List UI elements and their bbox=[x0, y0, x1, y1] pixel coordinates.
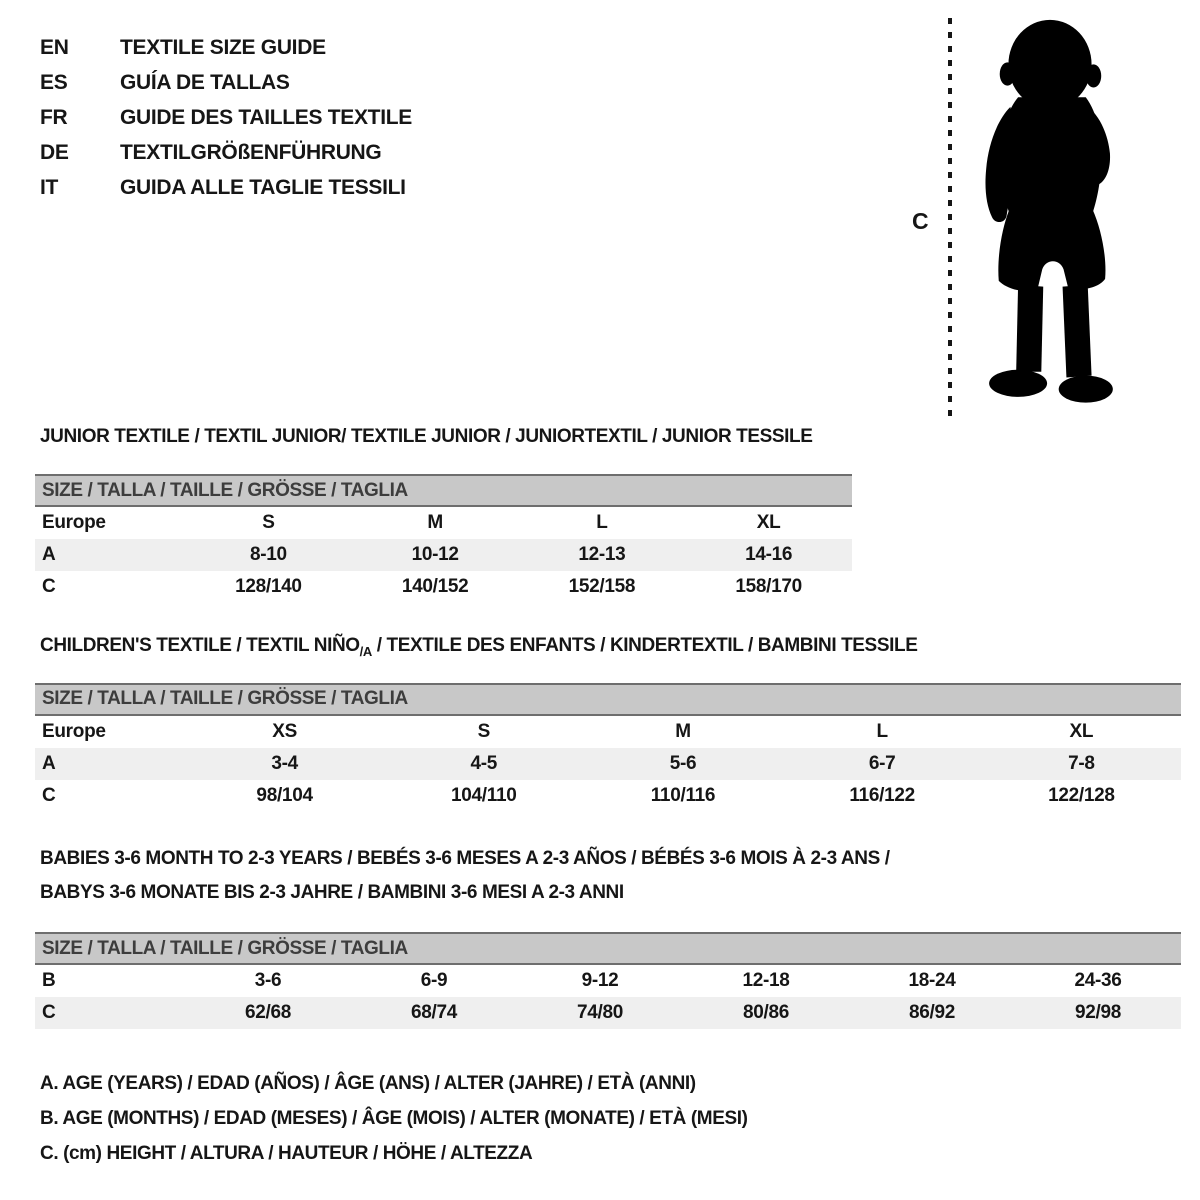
height-measure-figure bbox=[890, 8, 1180, 428]
table-cell: 8-10 bbox=[249, 544, 287, 565]
table-cell: 80/86 bbox=[742, 1002, 790, 1023]
table-cell: 140/152 bbox=[401, 576, 469, 597]
table-cell: XL bbox=[756, 512, 781, 533]
language-title: GUÍA DE TALLAS bbox=[120, 70, 290, 94]
babies-size-table bbox=[35, 965, 1181, 1029]
table-row-europe bbox=[35, 507, 852, 539]
table-cell: B bbox=[42, 970, 56, 991]
language-code: FR bbox=[40, 105, 68, 129]
size-header-label: SIZE / TALLA / TAILLE / GRÖSSE / TAGLIA bbox=[42, 937, 408, 959]
junior-size-header-bar bbox=[35, 474, 852, 507]
language-code: EN bbox=[40, 35, 69, 59]
table-cell: 12-13 bbox=[578, 544, 626, 565]
measure-c-label: C bbox=[912, 208, 929, 234]
table-cell: 9-12 bbox=[581, 970, 619, 991]
table-cell: 104/110 bbox=[451, 784, 517, 806]
table-row-height bbox=[35, 780, 1181, 812]
table-cell: 6-7 bbox=[868, 752, 896, 774]
legend-line-c: C. (cm) HEIGHT / ALTURA / HAUTEUR / HÖHE / ALTEZZA bbox=[40, 1143, 533, 1164]
language-title: TEXTILGRÖßENFÜHRUNG bbox=[120, 140, 382, 164]
table-cell: C bbox=[42, 1002, 56, 1023]
table-cell: 14-16 bbox=[745, 544, 793, 565]
table-row-months bbox=[35, 965, 1181, 997]
table-cell: M bbox=[675, 720, 691, 742]
table-cell: M bbox=[427, 512, 443, 533]
language-code: ES bbox=[40, 70, 68, 94]
table-cell: C bbox=[42, 576, 56, 597]
children-size-table bbox=[35, 716, 1181, 812]
table-cell: 110/116 bbox=[650, 784, 716, 806]
table-row-height bbox=[35, 571, 852, 603]
table-cell: 152/158 bbox=[568, 576, 636, 597]
junior-section-title: JUNIOR TEXTILE / TEXTIL JUNIOR/ TEXTILE JUNIOR / JUNIORTEXTIL / JUNIOR TESSILE bbox=[40, 426, 813, 447]
table-cell: 68/74 bbox=[410, 1002, 458, 1023]
table-cell: A bbox=[42, 752, 56, 774]
table-cell: Europe bbox=[42, 512, 106, 533]
table-cell: C bbox=[42, 784, 56, 806]
children-title-text: / TEXTILE DES ENFANTS / KINDERTEXTIL / BAMBINI TESSILE bbox=[371, 635, 918, 656]
table-cell: 12-18 bbox=[742, 970, 790, 991]
table-cell: S bbox=[477, 720, 490, 742]
dashed-measure-line-icon bbox=[946, 18, 954, 418]
junior-section bbox=[35, 426, 852, 603]
babies-size-header-bar bbox=[35, 932, 1181, 965]
table-cell: XL bbox=[1069, 720, 1094, 742]
size-header-label: SIZE / TALLA / TAILLE / GRÖSSE / TAGLIA bbox=[42, 479, 408, 501]
measurement-legend bbox=[40, 1066, 748, 1171]
language-row-en bbox=[40, 30, 412, 65]
language-row-it bbox=[40, 170, 412, 205]
table-cell: A bbox=[42, 544, 56, 565]
table-cell: 74/80 bbox=[576, 1002, 624, 1023]
babies-section bbox=[35, 842, 1181, 1029]
table-cell: 5-6 bbox=[669, 752, 697, 774]
children-section bbox=[35, 635, 1181, 812]
table-cell: 3-6 bbox=[254, 970, 282, 991]
language-title-list bbox=[40, 30, 412, 205]
language-row-de bbox=[40, 135, 412, 170]
children-size-header-bar bbox=[35, 683, 1181, 716]
legend-line-b: B. AGE (MONTHS) / EDAD (MESES) / ÂGE (MOIS) / ALTER (MONATE) / ETÀ (MESI) bbox=[40, 1108, 748, 1129]
table-cell: 92/98 bbox=[1074, 1002, 1122, 1023]
table-cell: 7-8 bbox=[1068, 752, 1095, 774]
junior-size-table bbox=[35, 507, 852, 603]
children-title-text: CHILDREN'S TEXTILE / TEXTIL NIÑO bbox=[40, 635, 360, 656]
language-row-fr bbox=[40, 100, 412, 135]
table-cell: XS bbox=[272, 720, 297, 742]
legend-line-a: A. AGE (YEARS) / EDAD (AÑOS) / ÂGE (ANS) / ALTER (JAHRE) / ETÀ (ANNI) bbox=[40, 1073, 696, 1094]
table-cell: 86/92 bbox=[908, 1002, 956, 1023]
table-cell: 24-36 bbox=[1074, 970, 1122, 991]
table-cell: 122/128 bbox=[1048, 784, 1115, 806]
table-cell: 6-9 bbox=[420, 970, 448, 991]
language-title: GUIDA ALLE TAGLIE TESSILI bbox=[120, 175, 406, 199]
table-cell: L bbox=[596, 512, 608, 533]
table-cell: 128/140 bbox=[235, 576, 302, 597]
table-cell: 10-12 bbox=[411, 544, 459, 565]
table-cell: 3-4 bbox=[271, 752, 298, 774]
language-title: GUIDE DES TAILLES TEXTILE bbox=[120, 105, 412, 129]
babies-section-title-line1: BABIES 3-6 MONTH TO 2-3 YEARS / BEBÉS 3-6 MESES A 2-3 AÑOS / BÉBÉS 3-6 MOIS À 2-3 ANS / bbox=[40, 848, 890, 869]
table-row-europe bbox=[35, 716, 1181, 748]
table-cell: 4-5 bbox=[470, 752, 498, 774]
table-cell: 116/122 bbox=[849, 784, 915, 806]
toddler-silhouette-icon bbox=[966, 16, 1134, 422]
children-title-sub: /A bbox=[359, 643, 372, 659]
language-title: TEXTILE SIZE GUIDE bbox=[120, 35, 326, 59]
table-cell: 158/170 bbox=[735, 576, 802, 597]
table-row-height bbox=[35, 997, 1181, 1029]
language-code: IT bbox=[40, 175, 59, 199]
table-cell: S bbox=[262, 512, 275, 533]
table-cell: L bbox=[876, 720, 888, 742]
table-cell: 62/68 bbox=[244, 1002, 292, 1023]
language-row-es bbox=[40, 65, 412, 100]
table-cell: 18-24 bbox=[908, 970, 956, 991]
table-row-age bbox=[35, 539, 852, 571]
size-header-label: SIZE / TALLA / TAILLE / GRÖSSE / TAGLIA bbox=[42, 688, 408, 710]
language-code: DE bbox=[40, 140, 69, 164]
babies-section-title-line2: BABYS 3-6 MONATE BIS 2-3 JAHRE / BAMBINI 3-6 MESI A 2-3 ANNI bbox=[40, 882, 624, 903]
children-section-title bbox=[35, 635, 1181, 659]
table-cell: Europe bbox=[42, 720, 106, 742]
table-cell: 98/104 bbox=[256, 784, 313, 806]
table-row-age bbox=[35, 748, 1181, 780]
